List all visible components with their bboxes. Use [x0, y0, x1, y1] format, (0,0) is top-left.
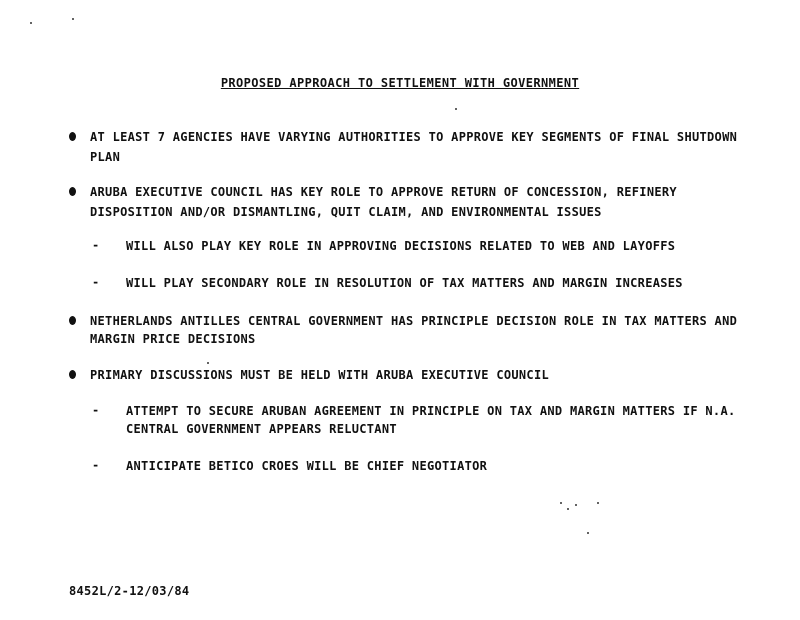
scan-speck [30, 22, 32, 24]
scan-speck [455, 108, 457, 110]
dash-icon: - [92, 458, 100, 472]
bullet-icon [69, 316, 76, 325]
bullet-item-1-line-2: PLAN [90, 150, 121, 164]
bullet-item-4-line-1: PRIMARY DISCUSSIONS MUST BE HELD WITH ARUBA EXECUTIVE COUNCIL [90, 368, 550, 382]
scan-speck [567, 508, 569, 510]
scan-speck [72, 18, 74, 20]
bullet-item-2-line-2: DISPOSITION AND/OR DISMANTLING, QUIT CLAIM, AND ENVIRONMENTAL ISSUES [90, 205, 602, 219]
sub-item-4-1-line-2: CENTRAL GOVERNMENT APPEARS RELUCTANT [126, 422, 397, 436]
sub-item-2-2: WILL PLAY SECONDARY ROLE IN RESOLUTION OF TAX MATTERS AND MARGIN INCREASES [126, 276, 683, 290]
page-title: PROPOSED APPROACH TO SETTLEMENT WITH GOVERNMENT [220, 76, 580, 90]
sub-item-4-1-line-1: ATTEMPT TO SECURE ARUBAN AGREEMENT IN PRINCIPLE ON TAX AND MARGIN MATTERS IF N.A. [126, 404, 736, 418]
dash-icon: - [92, 238, 100, 252]
bullet-item-2-line-1: ARUBA EXECUTIVE COUNCIL HAS KEY ROLE TO APPROVE RETURN OF CONCESSION, REFINERY [90, 185, 677, 199]
bullet-icon [69, 132, 76, 141]
bullet-icon [69, 187, 76, 196]
dash-icon: - [92, 275, 100, 289]
document-code: 8452L/2-12/03/84 [69, 584, 190, 598]
sub-item-2-1: WILL ALSO PLAY KEY ROLE IN APPROVING DECISIONS RELATED TO WEB AND LAYOFFS [126, 239, 676, 253]
scan-speck [597, 502, 599, 504]
bullet-icon [69, 370, 76, 379]
bullet-item-3-line-1: NETHERLANDS ANTILLES CENTRAL GOVERNMENT HAS PRINCIPLE DECISION ROLE IN TAX MATTERS AND [90, 314, 738, 328]
scan-speck [575, 504, 577, 506]
scan-speck [587, 532, 589, 534]
sub-item-4-2: ANTICIPATE BETICO CROES WILL BE CHIEF NEGOTIATOR [126, 459, 488, 473]
scan-speck [560, 502, 562, 504]
bullet-item-1-line-1: AT LEAST 7 AGENCIES HAVE VARYING AUTHORITIES TO APPROVE KEY SEGMENTS OF FINAL SHUTDOWN [90, 130, 738, 144]
dash-icon: - [92, 403, 100, 417]
bullet-item-3-line-2: MARGIN PRICE DECISIONS [90, 332, 256, 346]
scan-speck [207, 362, 209, 364]
